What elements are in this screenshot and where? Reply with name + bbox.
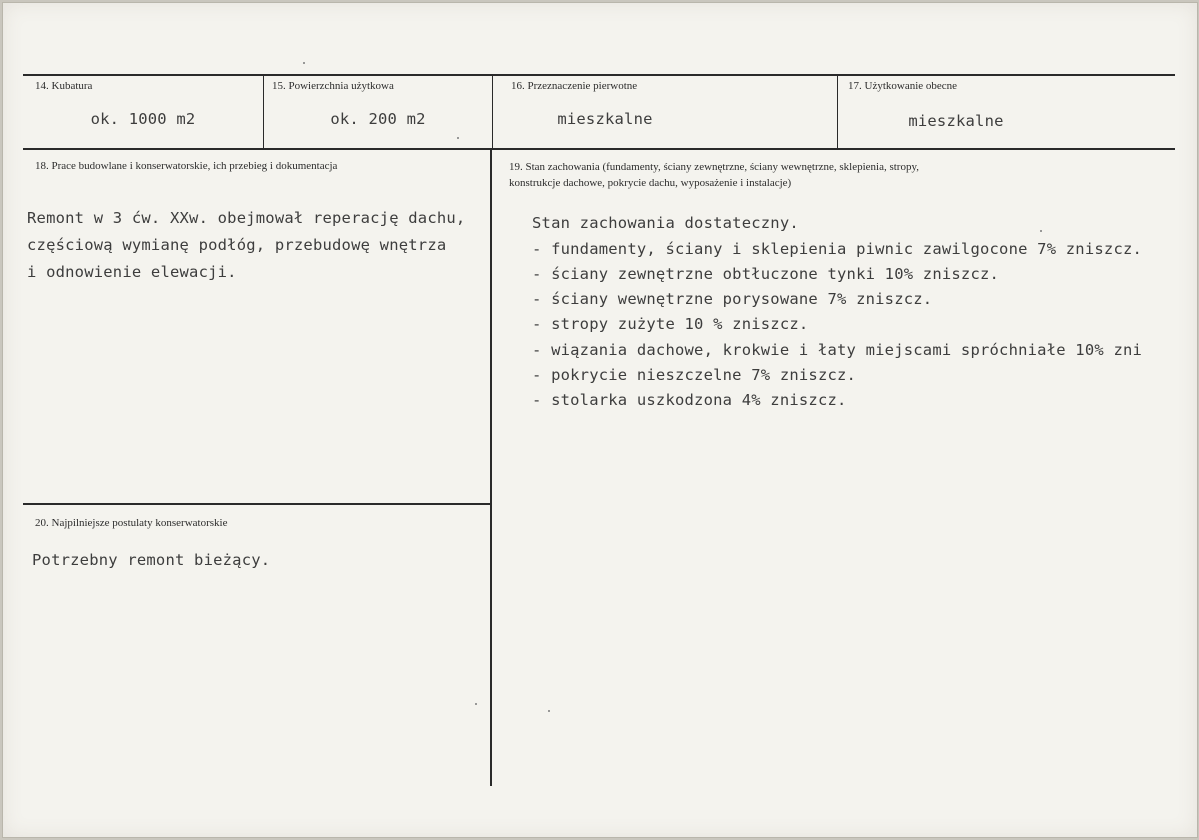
divider-18-20 xyxy=(23,503,490,505)
field-19-line-3: - ściany zewnętrzne obtłuczone tynki 10% zniszcz. xyxy=(532,265,1000,283)
field-18-label: 18. Prace budowlane i konserwatorskie, ich przebieg i dokumentacja xyxy=(35,160,338,172)
field-15-label: 15. Powierzchnia użytkowa xyxy=(272,80,394,92)
field-19-line-4: - ściany wewnętrzne porysowane 7% zniszcz. xyxy=(532,290,933,308)
field-19-line-8: - stolarka uszkodzona 4% zniszcz. xyxy=(532,391,847,409)
field-16-value: mieszkalne xyxy=(557,110,653,128)
paper-speck xyxy=(1040,230,1042,232)
field-18-line-3: i odnowienie elewacji. xyxy=(27,263,237,281)
paper-speck xyxy=(303,62,305,64)
field-19-label-line-1: 19. Stan zachowania (fundamenty, ściany zewnętrzne, ściany wewnętrzne, sklepienia, stropy, xyxy=(509,161,920,173)
field-15-value: ok. 200 m2 xyxy=(330,110,426,128)
paper-speck xyxy=(548,710,550,712)
top-rule xyxy=(23,74,1175,76)
field-16-label: 16. Przeznaczenie pierwotne xyxy=(511,80,638,92)
field-14-value: ok. 1000 m2 xyxy=(90,110,196,128)
field-19-line-5: - stropy zużyte 10 % zniszcz. xyxy=(532,315,809,333)
paper-speck xyxy=(457,137,459,139)
paper-speck xyxy=(475,703,477,705)
field-19-line-1: Stan zachowania dostateczny. xyxy=(532,214,799,232)
field-17-value: mieszkalne xyxy=(908,112,1004,130)
row1-bottom-rule xyxy=(23,148,1175,150)
field-19-label-line-2: konstrukcje dachowe, pokrycie dachu, wyposażenie i instalacje) xyxy=(509,177,792,189)
field-20-value: Potrzebny remont bieżący. xyxy=(32,551,271,569)
field-17-label: 17. Użytkowanie obecne xyxy=(848,80,958,92)
field-18-line-2: częściową wymianę podłóg, przebudowę wnętrza xyxy=(27,236,447,254)
field-14-label: 14. Kubatura xyxy=(35,80,93,92)
field-19-line-6: - wiązania dachowe, krokwie i łaty miejscami spróchniałe 10% zni xyxy=(532,341,1143,359)
field-20-label: 20. Najpilniejsze postulaty konserwatorskie xyxy=(35,517,228,529)
field-18-line-1: Remont w 3 ćw. XXw. obejmował reperację dachu, xyxy=(27,209,466,227)
record-card xyxy=(2,2,1198,838)
field-19-line-2: - fundamenty, ściany i sklepienia piwnic zawilgocone 7% zniszcz. xyxy=(532,240,1143,258)
field-19-line-7: - pokrycie nieszczelne 7% zniszcz. xyxy=(532,366,857,384)
divider-18-19 xyxy=(490,150,492,786)
